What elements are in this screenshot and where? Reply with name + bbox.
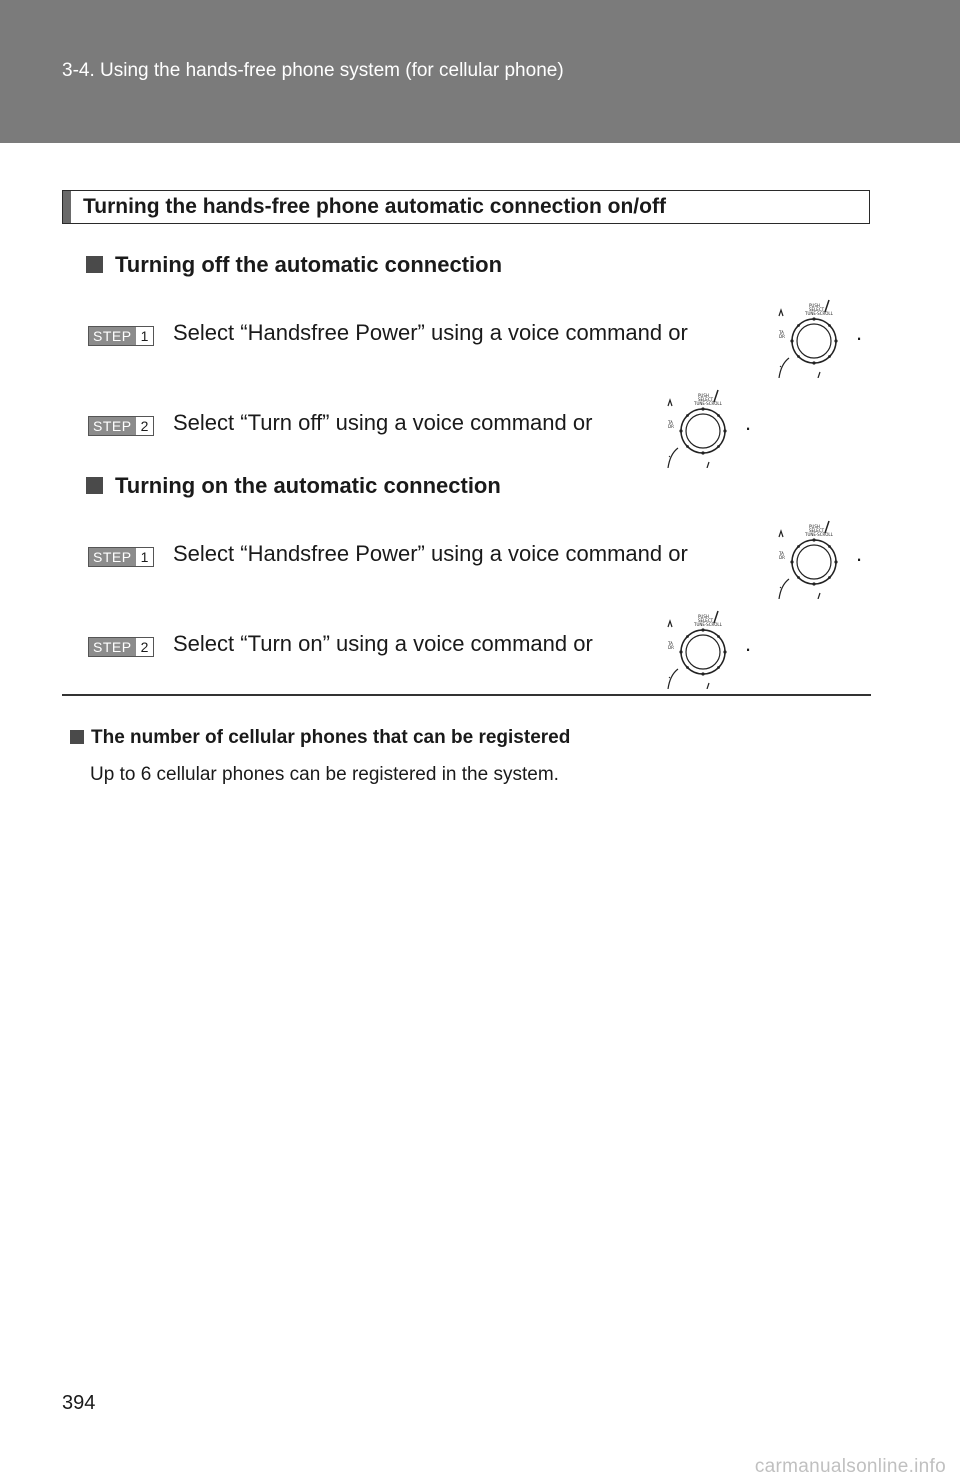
- step-badge: [88, 326, 154, 346]
- tune-scroll-knob-icon: [660, 609, 740, 689]
- step-number: 1: [136, 327, 154, 345]
- step-number: 2: [136, 417, 154, 435]
- chapter-title: 3-4. Using the hands-free phone system (for cellular phone): [62, 60, 564, 81]
- tune-scroll-knob-icon: [771, 298, 851, 378]
- step-period: .: [745, 410, 752, 435]
- step-word: STEP: [89, 327, 136, 345]
- step-word: STEP: [89, 417, 136, 435]
- svg-text:SELECT: SELECT: [809, 528, 825, 533]
- svg-text:TUNE·SCROLL: TUNE·SCROLL: [694, 622, 722, 627]
- step-badge: [88, 637, 154, 657]
- step-badge: [88, 547, 154, 567]
- svg-text:DR: DR: [668, 645, 674, 650]
- svg-text:SELECT: SELECT: [809, 307, 825, 312]
- note-heading-text: The number of cellular phones that can be registered: [91, 727, 571, 748]
- page-header: [0, 0, 960, 143]
- step-number: 1: [136, 548, 154, 566]
- step-word: STEP: [89, 638, 136, 656]
- section-title: Turning the hands-free phone automatic connection on/off: [83, 195, 666, 218]
- subsection-heading-text: Turning off the automatic connection: [115, 252, 503, 277]
- svg-text:TUNE·SCROLL: TUNE·SCROLL: [694, 401, 722, 406]
- step-period: .: [856, 541, 863, 566]
- step-text: Select “Handsfree Power” using a voice command or: [173, 541, 688, 566]
- section-title-bar: [62, 190, 870, 224]
- svg-text:TUNE·SCROLL: TUNE·SCROLL: [805, 311, 833, 316]
- svg-text:TUNE·SCROLL: TUNE·SCROLL: [805, 532, 833, 537]
- svg-text:SELECT: SELECT: [698, 618, 714, 623]
- svg-text:DR: DR: [779, 555, 785, 560]
- step-badge: [88, 416, 154, 436]
- step-text: Select “Handsfree Power” using a voice command or: [173, 320, 688, 345]
- step-number: 2: [136, 638, 154, 656]
- note-heading: [70, 727, 570, 749]
- svg-text:PUSH: PUSH: [809, 303, 820, 308]
- step-word: STEP: [89, 548, 136, 566]
- step-period: .: [856, 320, 863, 345]
- svg-text:TA: TA: [779, 551, 784, 556]
- square-bullet-icon: [86, 477, 103, 494]
- step-text: Select “Turn off” using a voice command or: [173, 410, 593, 435]
- tune-scroll-knob-icon: [660, 388, 740, 468]
- subsection-heading-off: [86, 252, 502, 278]
- svg-text:SELECT: SELECT: [698, 397, 714, 402]
- subsection-heading-text: Turning on the automatic connection: [115, 473, 501, 498]
- svg-text:TA: TA: [668, 641, 673, 646]
- page-number: 394: [62, 1392, 96, 1414]
- subsection-heading-on: [86, 473, 501, 499]
- step-text: Select “Turn on” using a voice command or: [173, 631, 593, 656]
- step-period: .: [745, 631, 752, 656]
- section-divider: [62, 694, 871, 696]
- svg-text:PUSH: PUSH: [698, 614, 709, 619]
- square-bullet-icon: [86, 256, 103, 273]
- section-accent: [63, 191, 71, 223]
- watermark: carmanualsonline.info: [754, 1456, 946, 1477]
- svg-text:TA: TA: [779, 330, 784, 335]
- svg-text:PUSH: PUSH: [698, 393, 709, 398]
- svg-text:TA: TA: [668, 420, 673, 425]
- svg-text:DR: DR: [668, 424, 674, 429]
- svg-text:DR: DR: [779, 334, 785, 339]
- svg-text:PUSH: PUSH: [809, 524, 820, 529]
- tune-scroll-knob-icon: [771, 519, 851, 599]
- square-bullet-icon: [70, 730, 84, 744]
- note-body: Up to 6 cellular phones can be registered in the system.: [90, 764, 559, 785]
